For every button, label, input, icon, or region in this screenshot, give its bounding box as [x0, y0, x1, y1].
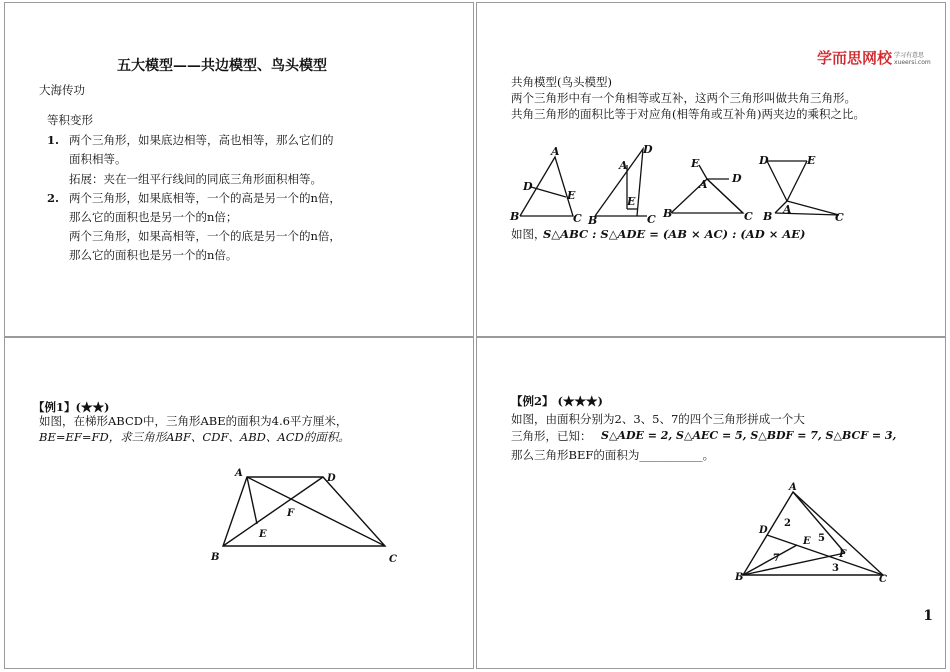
example2-line2-prefix: 三角形，已知：: [511, 429, 592, 443]
fig1-label-C: C: [573, 212, 582, 225]
slide2-heading: 共角模型(鸟头模型): [511, 75, 612, 89]
ex2-area-5: 5: [818, 533, 825, 544]
example1-line1: 如图，在梯形ABCD中，三角形ABE的面积为4.6平方厘米，: [39, 414, 348, 428]
slide2-line1: 两个三角形中有一个角相等或互补，这两个三角形叫做共角三角形。: [511, 91, 856, 105]
brand-logo: 学而思网校 学习有意思 xueersi.com: [817, 49, 931, 67]
fig1-label-A: A: [551, 145, 560, 158]
slide1-title: 五大模型——共边模型、鸟头模型: [117, 58, 327, 74]
item2-line1: 两个三角形，如果底相等，一个的高是另一个的n倍，: [69, 191, 341, 205]
fig3-label-D: D: [732, 172, 742, 185]
item1-line2: 面积相等。: [69, 152, 127, 166]
fig4-label-D: D: [759, 154, 769, 167]
ex2-area-2: 2: [784, 518, 791, 529]
slide1-subtitle: 大海传功: [39, 83, 85, 97]
fig3-label-E: E: [691, 157, 700, 170]
item2-number: 2.: [47, 191, 60, 205]
fig3-label-A: A: [699, 178, 708, 191]
item1-number: 1.: [47, 133, 60, 147]
fig2-label-E: E: [627, 195, 636, 208]
ex1-label-E: E: [259, 529, 267, 540]
item2-line3: 两个三角形，如果高相等，一个的底是另一个的n倍，: [69, 229, 341, 243]
item2-line4: 那么它的面积也是另一个的n倍。: [69, 248, 238, 262]
slide-1: [4, 2, 474, 337]
ex1-label-A: A: [235, 468, 243, 479]
slide-4: [476, 337, 946, 669]
example2-line2-formula: S△ADE = 2, S△AEC = 5, S△BDF = 7, S△BCF = 3,: [601, 429, 897, 442]
fig1-label-E: E: [567, 189, 576, 202]
fig2-label-A: A: [619, 159, 628, 172]
page-number: 1: [923, 608, 933, 624]
example2-label: 【例2】 (★★★): [511, 394, 603, 408]
triangle-figure: [477, 478, 947, 588]
slide-3: [4, 337, 474, 669]
ex2-label-B: B: [735, 572, 744, 583]
slide2-line2: 共角三角形的面积比等于对应角(相等角或互补角)两夹边的乘积之比。: [511, 107, 865, 121]
trapezoid-figure: [5, 460, 475, 580]
formula: S△ABC : S△ADE = (AB × AC) : (AD × AE): [543, 227, 806, 241]
example1-label: 【例1】(★★): [33, 400, 110, 414]
example2-line1: 如图，由面积分别为2、3、5、7的四个三角形拼成一个大: [511, 412, 805, 426]
fig4-label-E: E: [807, 154, 816, 167]
fig4-label-C: C: [835, 211, 844, 224]
ex2-label-F: F: [839, 549, 847, 560]
ex1-label-F: F: [287, 508, 295, 519]
item1-line1: 两个三角形，如果底边相等，高也相等，那么它们的: [69, 133, 334, 147]
ex1-label-B: B: [211, 552, 220, 563]
formula-prefix: 如图，: [511, 227, 546, 241]
ex2-area-7: 7: [773, 553, 780, 564]
ex1-label-D: D: [327, 473, 336, 484]
fig3-label-C: C: [744, 210, 753, 223]
ex2-label-E: E: [803, 536, 811, 547]
fig2-label-B: B: [588, 214, 598, 227]
section-heading: 等积变形: [47, 113, 93, 127]
fig4-label-B: B: [763, 210, 773, 223]
example2-line3: 那么三角形BEF的面积为___________。: [511, 448, 715, 462]
item2-line2: 那么它的面积也是另一个的n倍；: [69, 210, 238, 224]
ex1-label-C: C: [389, 554, 397, 565]
example1-line2: BE=EF=FD，求三角形ABF、CDF、ABD、ACD的面积。: [39, 430, 350, 444]
ex2-area-3: 3: [832, 563, 839, 574]
fig2-label-C: C: [647, 213, 656, 226]
extension-line: 拓展：夹在一组平行线间的同底三角形面积相等。: [69, 172, 322, 186]
ex2-label-A: A: [789, 482, 797, 493]
fig1-label-D: D: [523, 180, 533, 193]
fig3-label-B: B: [663, 207, 673, 220]
fig1-label-B: B: [510, 210, 520, 223]
ex2-label-D: D: [759, 525, 768, 536]
slide-2: [476, 2, 946, 337]
fig4-label-A: A: [783, 203, 792, 216]
ex2-label-C: C: [879, 574, 887, 585]
fig2-label-D: D: [643, 143, 653, 156]
